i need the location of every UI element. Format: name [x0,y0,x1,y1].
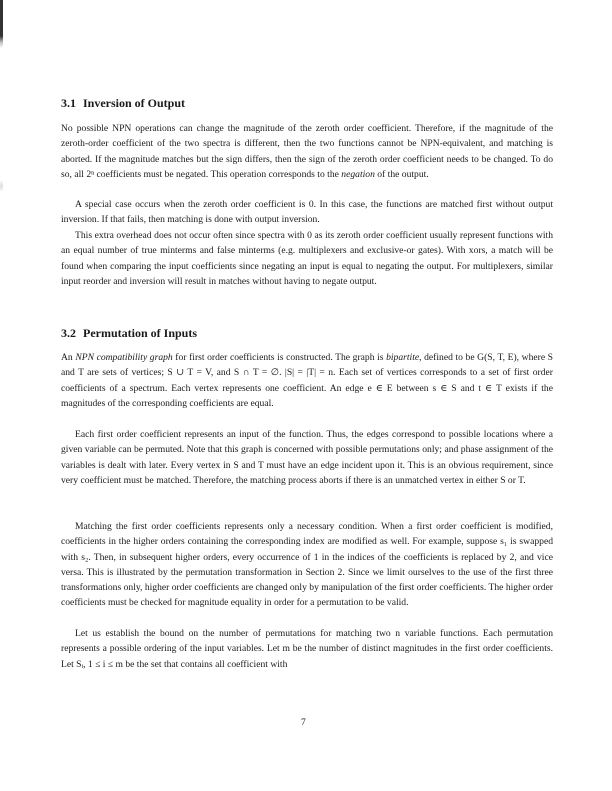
section-number: 3.1 [61,96,76,110]
paragraph: Each first order coefficient represents an input of the function. Thus, the edges correspond to possible locations where a given variable can be permuted. Note that this graph is concerned with possible permutations only; and phase assignment of the variables is dealt with later. Every vertex in S and T must have an edge incident upon it. This is an obvious requirement, since very coefficient must be matched. Therefore, the matching process aborts if there is an unmatched vertex in either S or T. [61,429,553,486]
emphasis: negation [341,168,375,180]
paragraph: A special case occurs when the zeroth order coefficient is 0. In this case, the functions are matched first without output inversion. If that fails, then matching is done with output inversion. [61,199,553,226]
section-heading-3-2 [61,326,197,341]
paragraph: Matching the first order coefficients represents only a necessary condition. When a first order coefficient is modified, coefficients in the higher orders containing the corresponding index are modified as well. For example, suppose s₁ is swapped with s₂. Then, in subsequent higher orders, every occurrence of 1 in the indices of the coefficients is replaced by 2, and vice versa. This is illustrated by the permutation transformation in Section 2. Since we limit ourselves to the use of the first three transformations only, higher order coefficients are changed only by manipulation of the first order coefficients. The higher order coefficients must be checked for magnitude equality in order for a permutation to be valid. [61,521,553,609]
scan-edge-artifact [0,0,3,300]
section-number: 3.2 [61,326,76,340]
section-title: Permutation of Inputs [83,326,198,340]
paragraph: An NPN compatibility graph for first order coefficients is constructed. The graph is bipartite, defined to be G(S, T, E), where S and T are sets of vertices; S ∪ T = V, and S ∩ T = ∅. |S| = |T| = n. Each set of vertices corresponds to a set of first order coefficients of a spectrum. Each vertex represents one coefficient. An edge e ∈ E between s ∈ S and t ∈ T exists if the magnitudes of the corresponding coefficients are equal. [61,352,554,409]
paragraph: This extra overhead does not occur often since spectra with 0 as its zeroth order coefficient usually represent functions with an equal number of true minterms and false minterms (e.g. multiplexers and exclusive-or gates). With xors, a match will be found when comparing the input coefficients since negating an input is equal to negating the output. For multiplexers, similar input reorder and inversion will result in matches without having to negate output. [61,230,553,287]
emphasis: NPN compatibility graph [75,352,173,363]
paragraph: Let us establish the bound on the number of permutations for matching two n variable functions. Each permutation represents a possible ordering of the input variables. Let m be the number of distinct magnitudes in the first order coefficients. Let Sᵢ, 1 ≤ i ≤ m be the set that contains all coefficient with [61,628,553,670]
emphasis: bipartite [386,352,420,363]
section-heading-3-1 [61,96,185,111]
page-number: 7 [301,717,306,728]
section-title: Inversion of Output [83,96,186,110]
paragraph: No possible NPN operations can change the magnitude of the zeroth order coefficient. Therefore, if the magnitude of the zeroth-order coefficient of the two spectra is different, then the two functions cannot be NPN-equivalent, and matching is aborted. If the magnitude matches but the sign differs, then the sign of the zeroth order coefficient needs to be changed. To do so, all 2ⁿ coefficients must be negated. This operation corresponds to the negation of the output. [61,123,553,180]
